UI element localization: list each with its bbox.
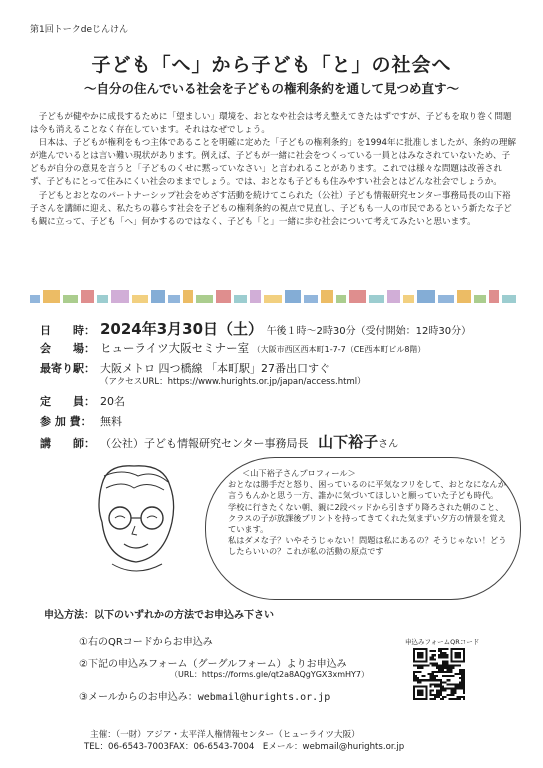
station-label: 最寄り駅： (40, 362, 95, 375)
venue-row (40, 340, 425, 356)
town-building (81, 290, 94, 303)
town-building (183, 290, 193, 303)
station-value: 大阪メトロ 四つ橋線 「本町駅」27番出口すぐ (100, 362, 330, 375)
footer (84, 729, 405, 753)
town-building (111, 290, 129, 303)
email-link[interactable]: webmail@hurights.or.jp (197, 692, 331, 703)
qr-label: 申込みフォームQRコード (405, 638, 480, 646)
town-building (502, 295, 516, 303)
event-number: 第1回トークdeじんけん (30, 25, 128, 35)
town-building (304, 295, 318, 303)
date-label: 日 時： (40, 324, 95, 337)
town-building (349, 290, 366, 303)
intro-paragraph: 子どもが健やかに成長するために「望ましい」環境を、おとなや社会は考え整えてきたはずですが、子どもを取り巻く問題は今も消えることなく存在しています。それはなぜでしょう。 (30, 112, 512, 136)
form-url-link[interactable]: （URL：https://forms.gle/qt2a8AQgYGX3xmHY7） (170, 670, 370, 679)
fee-row (40, 413, 122, 429)
town-building (168, 295, 180, 303)
town-building (43, 290, 60, 303)
email-option-label: ③メールからのお申込み： (79, 692, 198, 703)
time-value: 午後１時～2時30分（受付開始：12時30分） (266, 326, 472, 337)
organizer: 主催：（一財）アジア・太平洋人権情報センター（ヒューライツ大阪） (90, 730, 360, 740)
town-building (474, 295, 486, 303)
town-illustration (30, 283, 516, 303)
date-row (40, 318, 471, 339)
speaker-name: 山下裕子 (318, 433, 379, 451)
town-building (321, 290, 333, 303)
venue-label: 会 場： (40, 342, 95, 355)
town-building (30, 295, 40, 303)
town-building (97, 295, 108, 303)
apply-heading: 申込方法：以下のいずれかの方法でお申込み下さい (44, 610, 274, 621)
town-building (457, 290, 471, 303)
station-row (40, 360, 330, 376)
town-building (387, 290, 400, 303)
town-building (403, 295, 414, 303)
town-building (489, 290, 499, 303)
profile-line: 学校に行きたくない朝、親に2段ベッドから引きずり降ろされた朝のこと、クラスの子が放課後プリントを持ってきてくれた気まずい夕方の情景を覚えています。 (228, 501, 506, 535)
town-building (132, 295, 148, 303)
venue-value: ヒューライツ大阪セミナー室 (100, 341, 250, 355)
town-building (216, 290, 231, 303)
town-building (250, 290, 261, 303)
town-building (63, 295, 78, 303)
profile-line: 私はダメな子？いやそうじゃない！問題は私にあるの？そうじゃない！どうしたらいいの？これが私の活動の原点です (228, 535, 507, 557)
access-url[interactable]: （アクセスURL：https://www.hurights.or.jp/japan/access.html） (100, 377, 366, 387)
apply-option-form: ②下記の申込みフォーム（グーグルフォーム）よりお申込み (79, 659, 347, 670)
town-building (369, 295, 384, 303)
capacity-label: 定 員： (40, 395, 95, 408)
town-building (151, 290, 165, 303)
apply-option-qr: ①右のQRコードからお申込み (79, 637, 213, 648)
profile-line: おとなは勝手だと怒り、困っているのに平気なフリをして、おとなになんか言うもんかと思う一方、誰かに気づいてほしいと願っていた子ども時代。 (228, 479, 506, 501)
page-subtitle: ～自分の住んでいる社会を子どもの権利条約を通して見つめ直す～ (83, 81, 459, 96)
page-title: 子ども「へ」から子ども「と」の社会へ (91, 54, 452, 76)
qr-code[interactable] (413, 648, 465, 700)
town-building (234, 295, 247, 303)
fee-value: 無料 (100, 415, 122, 428)
intro-text (30, 111, 516, 229)
speaker-row (40, 431, 398, 452)
town-building (196, 295, 213, 303)
fee-label: 参 加 費： (40, 415, 92, 428)
town-building (438, 295, 454, 303)
capacity-value: 20名 (100, 395, 125, 408)
speaker-org: （公社）子ども情報研究センター事務局長 (100, 437, 309, 450)
venue-address: （大阪市西区西本町1-7-7（CE西本町ビル8階） (252, 345, 426, 354)
profile-box (205, 457, 521, 600)
profile-title: ＜山下裕子さんプロフィール＞ (242, 468, 356, 478)
town-building (285, 290, 301, 303)
intro-paragraph: 日本は、子どもが権利をもつ主体であることを明確に定めた「子どもの権利条約」を1994年に批准しましたが、条約の理解が進んでいるとは言い難い現状があります。例えば、子どもが一緒に社会をつくっている一員とはみなされていないため、子どもが自分の意見を言うと「子どものくせに黙っていなさい」と言われることがあります。これでは様々な問題は改善されず、子どもにとって住みにくい社会のままでしょう。では、おとなも子どもも住みやすい社会とはどんな社会でしょうか。 (30, 138, 516, 188)
town-building (417, 290, 435, 303)
date-value: 2024年3月30日（土） (100, 320, 264, 338)
intro-paragraph: 子どもとおとなのパートナーシップ社会をめざす活動を続けてこられた（公社）子ども情報研究センター事務局長の山下裕子さんを講師に迎え、私たちの暮らす社会を子どもの権利条約の視点で見直し、子どもも一人の市民であるという新たな子ども観に立って、子ども「へ」何かするのではなく、子ども「と」一緒に歩む社会について考えてみたいと思います。 (30, 190, 512, 227)
town-building (264, 295, 282, 303)
capacity-row (40, 393, 125, 409)
apply-option-email (79, 688, 330, 703)
speaker-suffix: さん (378, 439, 399, 450)
town-building (336, 295, 346, 303)
speaker-label: 講 師： (40, 437, 95, 450)
speaker-portrait-drawing (72, 462, 202, 582)
contact-info: TEL：06-6543-7003FAX：06-6543-7004 Eメール：webmail@hurights.or.jp (84, 742, 405, 752)
